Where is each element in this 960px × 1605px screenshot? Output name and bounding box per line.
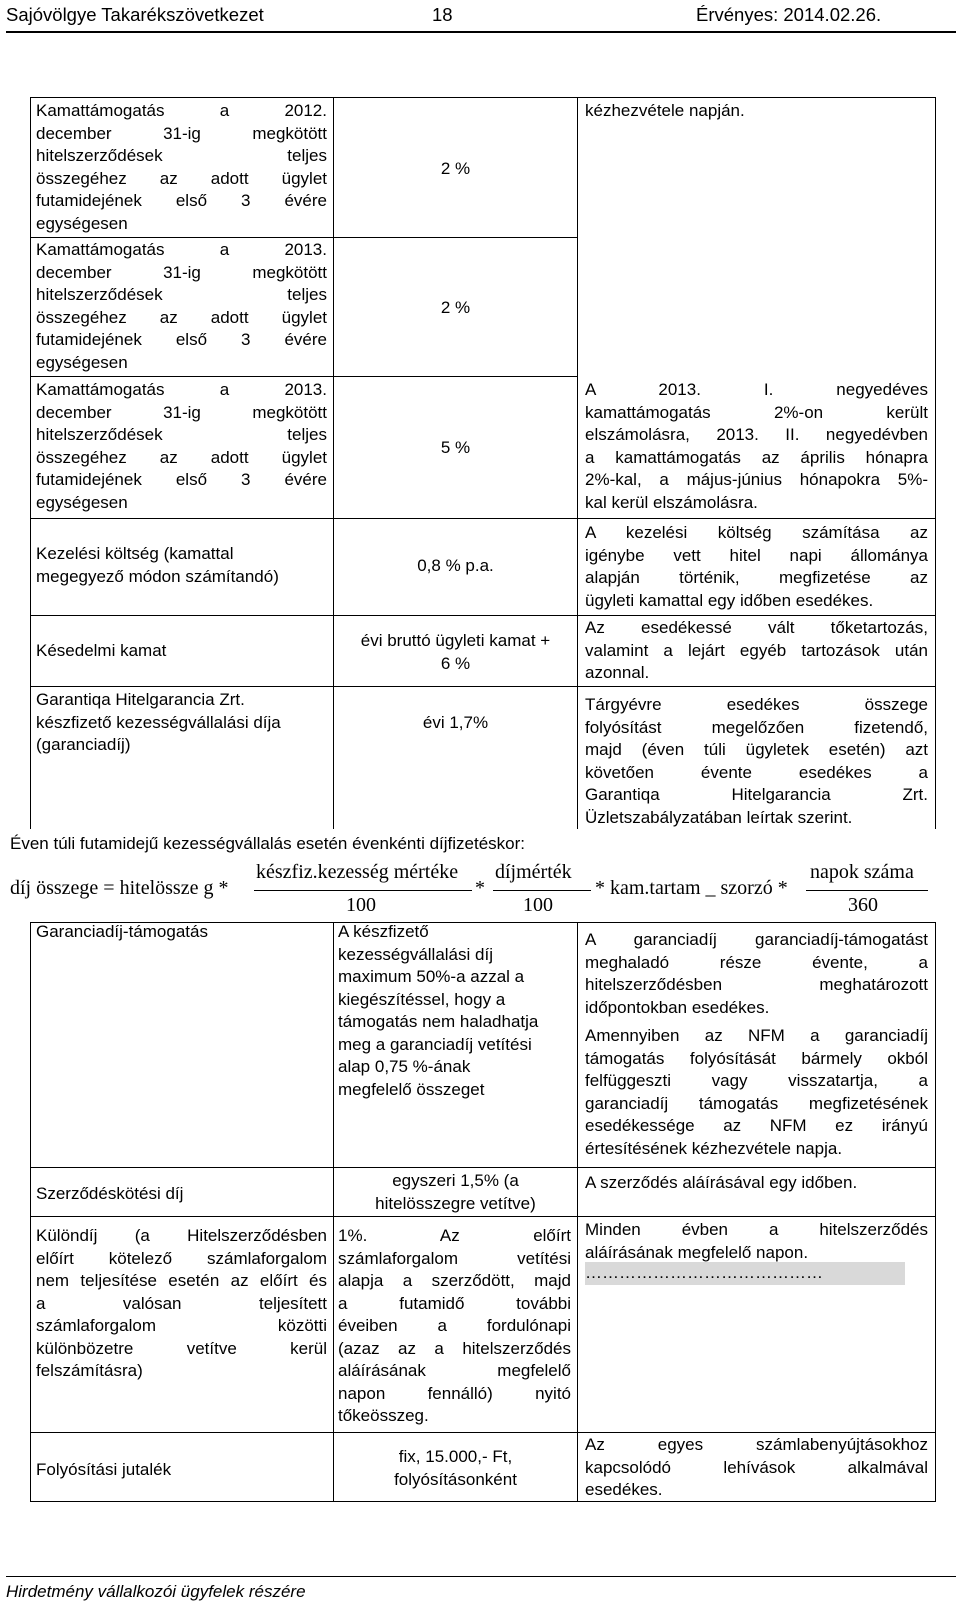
note-line: a kamattámogatás az április hónapra [585, 447, 928, 467]
value-line: (azaz az a hitelszerződés [338, 1338, 571, 1358]
cell-note-row-3 [585, 379, 928, 514]
label-line: megegyező módon számítandó) [36, 566, 279, 586]
formula-denominator-3: 360 [848, 894, 878, 916]
label-line: egységesen [36, 492, 128, 512]
page-footer: Hirdetmény vállalkozói ügyfelek részére [6, 1582, 306, 1601]
cell-value-disbursement-fee [334, 1446, 577, 1491]
label-line: Késedelmi kamat [36, 641, 167, 660]
formula-lhs: díj összege = hitelössze g * [10, 877, 229, 899]
note-line: aláírásának megfelelő napon. [585, 1242, 809, 1262]
label-line: összegéhez az adott ügylet [36, 168, 327, 188]
label-line: hitelszerződések teljes [36, 285, 327, 304]
value-line: maximum 50%-a azzal a [338, 967, 525, 986]
note-line: Minden évben a hitelszerződés [585, 1220, 928, 1239]
value-line: tőkeösszeg. [338, 1406, 429, 1425]
row-rule [30, 376, 578, 377]
label-line: december 31-ig megkötött [36, 262, 327, 282]
note-line: A garanciadíj garanciadíj-támogatást [585, 930, 928, 949]
note-line: elszámolásra, 2013. II. negyedévben [585, 425, 928, 444]
value-line: megfelelő összeget [338, 1079, 485, 1099]
label-line: nem teljesítése esetén az előírt és [36, 1271, 327, 1290]
cell-value-row-1: 2 % [440, 159, 471, 178]
note-line: 2%-kal, a május-június hónapokra 5%- [585, 470, 928, 489]
cell-label-row-1 [36, 100, 327, 235]
formula-numerator-1: készfiz.kezesség mértéke [256, 861, 459, 883]
formula-numerator-3: napok száma [810, 861, 914, 883]
label-line: (garanciadíj) [36, 735, 131, 754]
row-rule [30, 237, 578, 238]
value-line: A készfizető [338, 922, 429, 941]
label-line: készfizető kezességvállalási díja [36, 712, 281, 732]
label-line: Kamattámogatás a 2013. [36, 240, 327, 259]
cell-note-disbursement-fee [585, 1434, 928, 1502]
fee-formula [10, 858, 940, 920]
note-line: követően évente esedékes a [585, 762, 928, 782]
value-line: 1%. Az előírt [338, 1226, 571, 1245]
value-line: alap 0,75 %-ának [338, 1057, 471, 1076]
cell-note-row-5 [585, 617, 928, 685]
note-line: Üzletszabályzatában leírtak szerint. [585, 807, 853, 827]
note-line: támogatás folyósítását bármely okból [585, 1048, 928, 1068]
row-rule [30, 518, 936, 519]
cell-label-contract-fee [36, 1183, 327, 1206]
label-line: számlaforgalom közötti [36, 1316, 327, 1335]
table-top-border [30, 97, 936, 98]
note-line: értesítésének kézhezvétele napja. [585, 1138, 843, 1158]
table-right-border [935, 922, 936, 1502]
note-line: Garantiqa Hitelgarancia Zrt. [585, 785, 928, 804]
cell-note-row-4 [585, 522, 928, 612]
label-line: hitelszerződések teljes [36, 425, 327, 444]
value-line: egyszeri 1,5% (a [392, 1171, 519, 1190]
label-line: december 31-ig megkötött [36, 123, 327, 143]
label-line: összegéhez az adott ügylet [36, 307, 327, 327]
footer-rule [6, 1576, 956, 1577]
value-line: 6 % [440, 653, 471, 673]
label-line: a valósan teljesített [36, 1293, 327, 1313]
note-line: Amennyiben az NFM a garanciadíj [585, 1026, 928, 1045]
cell-label-disbursement-fee [36, 1459, 327, 1482]
note-line: A 2013. I. negyedéves [585, 380, 928, 399]
fraction-bar [493, 890, 591, 891]
value-line: aláírásának megfelelő [338, 1361, 571, 1380]
row-rule [30, 1167, 936, 1168]
label-line: futamidejének első 3 évére [36, 330, 327, 349]
cell-note-contract-fee [585, 1172, 928, 1195]
note-line: hitelszerződésben meghatározott [585, 975, 928, 994]
label-line: egységesen [36, 213, 128, 233]
cell-note-guarantee-subsidy-2 [585, 1025, 928, 1160]
label-line: előírt kötelező számlaforgalom [36, 1248, 327, 1268]
table-left-border [30, 97, 31, 829]
value-line: fix, 15.000,- Ft, [398, 1447, 513, 1466]
page-header [6, 4, 950, 30]
formula-operator: * [475, 877, 485, 899]
cell-value-row-3: 5 % [440, 438, 471, 457]
note-line: esedékessége az NFM ez irányú [585, 1116, 928, 1135]
label-line: futamidejének első 3 évére [36, 470, 327, 489]
table-right-border [935, 97, 936, 829]
row-rule [30, 615, 936, 616]
note-line: meghaladó része évente, a [585, 952, 928, 972]
note-line: felfüggeszti vagy visszatartja, a [585, 1071, 928, 1090]
note-line: A kezelési költség számítása az [585, 523, 928, 542]
note-line: azonnal. [585, 663, 650, 682]
row-rule [30, 1432, 936, 1433]
cell-label-row-3 [36, 379, 327, 514]
formula-denominator-2: 100 [523, 894, 553, 916]
label-line: Kamattámogatás a 2012. [36, 101, 327, 120]
value-line: napon fennálló) nyitó [338, 1383, 571, 1403]
header-validity-date: Érvényes: 2014.02.26. [696, 4, 882, 25]
formula-intro: Éven túli futamidejű kezességvállalás esetén évenkénti díjfizetéskor: [10, 834, 526, 853]
label-line: Folyósítási jutalék [36, 1460, 172, 1479]
value-line: kiegészítéssel, hogy a [338, 989, 506, 1009]
note-line: kamattámogatás 2%-on került [585, 402, 928, 422]
value-line: hitelösszegre vetítve) [375, 1193, 536, 1213]
col-divider-2 [577, 922, 578, 1502]
fraction-bar [254, 890, 472, 891]
row-rule [30, 686, 936, 687]
note-line: esedékes. [585, 1480, 663, 1499]
label-line: Garanciadíj-támogatás [36, 922, 208, 941]
note-line: garanciadíj támogatás megfizetésének [585, 1093, 928, 1113]
label-line: Kamattámogatás a 2013. [36, 380, 327, 399]
note-line: ügyleti kamattal egy időben esedékes. [585, 590, 874, 610]
value-line: meg a garanciadíj vetítési [338, 1034, 532, 1054]
cell-value-row-5 [334, 630, 577, 675]
cell-value-row-2: 2 % [440, 298, 471, 317]
fraction-bar [806, 890, 928, 891]
value-line: évi bruttó ügyleti kamat + [360, 631, 551, 650]
label-line: hitelszerződések teljes [36, 146, 327, 165]
header-page-number: 18 [432, 4, 453, 25]
cell-value-guarantee-subsidy [338, 921, 574, 1101]
note-line: Az egyes számlabenyújtásokhoz [585, 1435, 928, 1454]
label-line: Szerződéskötési díj [36, 1184, 184, 1203]
cell-value-contract-fee [334, 1170, 577, 1215]
value-line: a futamidő további [338, 1293, 571, 1313]
cell-note-special-fee [585, 1219, 928, 1264]
cell-value-row-6: évi 1,7% [422, 713, 489, 732]
cell-label-guarantee-subsidy [36, 921, 327, 944]
value-line: támogatás nem haladhatja [338, 1012, 539, 1031]
note-line: majd (éven túli ügyletek esetén) azt [585, 740, 928, 759]
note-line: kal kerül elszámolásra. [585, 492, 758, 512]
note-line: A szerződés aláírásával egy időben. [585, 1173, 858, 1192]
note-line: Tárgyévre esedékes összege [585, 695, 928, 714]
header-rule [6, 31, 956, 33]
cell-label-special-fee [36, 1225, 327, 1383]
label-line: összegéhez az adott ügylet [36, 447, 327, 467]
cell-label-row-6 [36, 689, 327, 757]
row-rule [30, 1216, 936, 1217]
note-line: folyósítást megelőzően fizetendő, [585, 717, 928, 737]
label-line: Kezelési költség (kamattal [36, 544, 234, 563]
cell-label-row-4 [36, 543, 327, 588]
table-left-border [30, 922, 31, 1502]
label-line: Különdíj (a Hitelszerződésben [36, 1226, 327, 1245]
cell-label-row-2 [36, 239, 327, 374]
label-line: december 31-ig megkötött [36, 402, 327, 422]
label-line: futamidejének első 3 évére [36, 191, 327, 210]
label-line: Garantiqa Hitelgarancia Zrt. [36, 690, 245, 709]
col-divider-2 [577, 97, 578, 829]
note-line: időpontokban esedékes. [585, 997, 770, 1017]
cell-note-row-1 [585, 100, 928, 123]
note-line: kapcsolódó lehívások alkalmával [585, 1457, 928, 1477]
formula-middle: * kam.tartam _ szorzó * [595, 877, 788, 899]
formula-denominator-1: 100 [346, 894, 376, 916]
cell-note-row-6 [585, 694, 928, 829]
note-line: Az esedékessé vált tőketartozás, [585, 618, 928, 637]
value-line: számlaforgalom vetítési [338, 1248, 571, 1268]
cell-label-row-5 [36, 640, 327, 663]
cell-value-row-4: 0,8 % p.a. [417, 556, 494, 575]
header-institution: Sajóvölgye Takarékszövetkezet [6, 4, 264, 25]
note-line: kézhezvétele napján. [585, 101, 745, 120]
value-line: alapja a szerződött, majd [338, 1271, 571, 1290]
highlighted-placeholder-dots: …………………………………… [585, 1262, 905, 1285]
value-line: kezességvállalási díj [338, 944, 493, 964]
note-line: igénybe vett hitel napi állománya [585, 545, 928, 565]
cell-note-guarantee-subsidy [585, 929, 928, 1019]
value-line: éveiben a fordulónapi [338, 1316, 571, 1335]
label-line: különbözetre vetítve kerül [36, 1338, 327, 1358]
label-line: felszámításra) [36, 1361, 143, 1380]
note-line: valamint a lejárt egyéb tartozások után [585, 640, 928, 660]
cell-value-special-fee [338, 1225, 571, 1428]
note-line: alapján történik, megfizetése az [585, 568, 928, 587]
label-line: egységesen [36, 352, 128, 372]
value-line: folyósításonként [394, 1469, 517, 1489]
formula-numerator-2: díjmérték [495, 861, 572, 883]
